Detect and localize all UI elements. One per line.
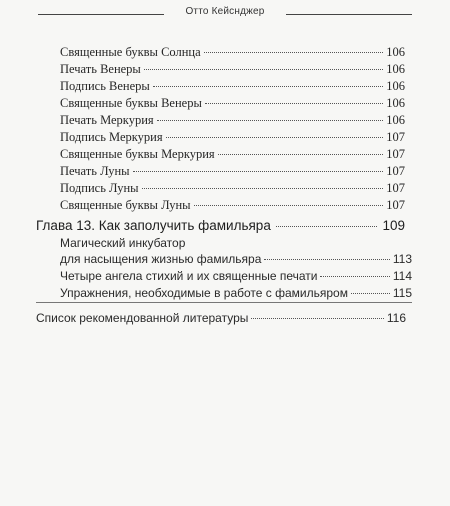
dot-leader xyxy=(144,69,383,70)
section-title-line1: Магический инкубатор xyxy=(60,236,186,250)
section-page: 114 xyxy=(392,269,412,283)
toc-entry xyxy=(60,198,405,213)
toc-entry-page: 107 xyxy=(386,130,405,144)
toc-entry-title: Печать Луны xyxy=(60,164,130,178)
dot-leader xyxy=(205,103,383,104)
section-title: для насыщения жизнью фамильяра xyxy=(60,252,262,266)
literature-title: Список рекомендованной литературы xyxy=(36,311,249,325)
toc-entry-page: 107 xyxy=(386,147,405,161)
dot-leader xyxy=(218,154,384,155)
chapter-title: Глава 13. Как заполучить фамильяра xyxy=(36,218,271,233)
toc-entry xyxy=(60,164,405,179)
toc-entry-page: 106 xyxy=(386,62,405,76)
dot-leader xyxy=(133,171,384,172)
section-divider xyxy=(36,302,412,303)
header-rule-left xyxy=(38,14,164,15)
toc-entry-title: Священные буквы Солнца xyxy=(60,45,201,59)
toc-entry xyxy=(60,181,405,196)
toc-entry-page: 106 xyxy=(386,113,405,127)
dot-leader xyxy=(153,86,383,87)
running-title: Отто Кейснджер xyxy=(185,6,265,17)
toc-entry xyxy=(60,79,405,94)
section-page: 115 xyxy=(392,286,412,300)
literature-page: 116 xyxy=(386,311,406,325)
dot-leader xyxy=(264,259,389,260)
section-title: Четыре ангела стихий и их священные печати xyxy=(60,269,318,283)
dot-leader xyxy=(320,276,389,277)
running-header xyxy=(38,6,412,20)
toc-entry-title: Подпись Меркурия xyxy=(60,130,163,144)
dot-leader xyxy=(194,205,384,206)
toc-entry-title: Священные буквы Луны xyxy=(60,198,191,212)
toc-section xyxy=(60,252,412,266)
section-title: Упражнения, необходимые в работе с фамильяром xyxy=(60,286,348,300)
toc-entry-page: 107 xyxy=(386,181,405,195)
dot-leader xyxy=(204,52,384,53)
dot-leader xyxy=(166,137,384,138)
dot-leader xyxy=(276,226,378,227)
toc-entry xyxy=(60,96,405,111)
section-page: 113 xyxy=(392,252,412,266)
toc-entry-page: 106 xyxy=(386,45,405,59)
toc-entry-title: Печать Венеры xyxy=(60,62,141,76)
toc-entry-page: 106 xyxy=(386,96,405,110)
toc-section xyxy=(60,269,412,283)
toc-chapter xyxy=(36,218,405,233)
toc-entry xyxy=(60,130,405,145)
toc-entry-title: Священные буквы Венеры xyxy=(60,96,202,110)
dot-leader xyxy=(251,318,383,319)
toc-entry xyxy=(60,147,405,162)
toc-entry-page: 107 xyxy=(386,198,405,212)
toc-entry-title: Священные буквы Меркурия xyxy=(60,147,215,161)
toc-entry xyxy=(60,62,405,77)
toc-section xyxy=(60,286,412,300)
toc-entry-page: 106 xyxy=(386,79,405,93)
toc-literature xyxy=(36,311,406,325)
toc-entry xyxy=(60,113,405,128)
toc-entry-title: Подпись Венеры xyxy=(60,79,150,93)
header-rule-right xyxy=(286,14,412,15)
dot-leader xyxy=(157,120,384,121)
dot-leader xyxy=(351,293,390,294)
dot-leader xyxy=(142,188,384,189)
toc-entry-title: Печать Меркурия xyxy=(60,113,154,127)
toc-entry xyxy=(60,45,405,60)
chapter-page: 109 xyxy=(382,218,405,233)
toc-entry-page: 107 xyxy=(386,164,405,178)
toc-entry-title: Подпись Луны xyxy=(60,181,139,195)
